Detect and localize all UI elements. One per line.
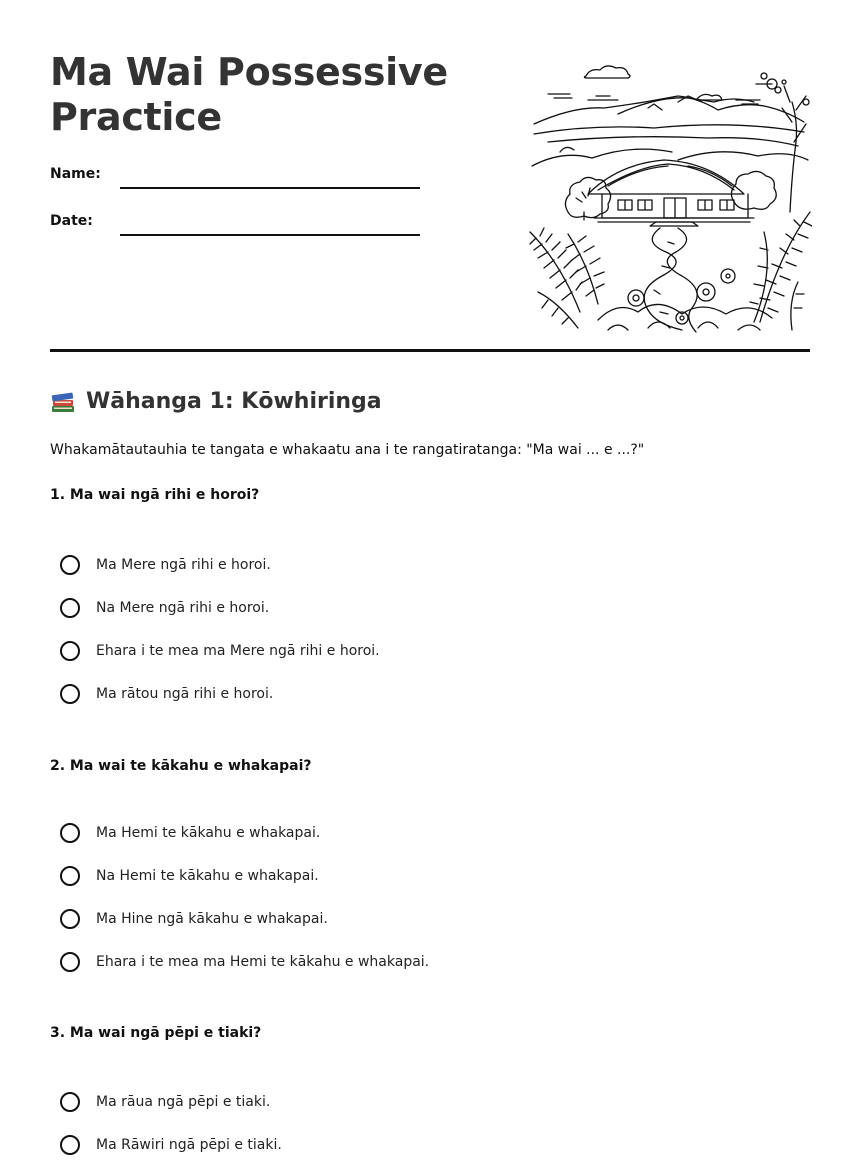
section-title [50, 389, 382, 414]
option-label: Ma Hemi te kākahu e whakapai. [96, 825, 321, 841]
q3-option-b[interactable] [60, 1132, 282, 1158]
date-field[interactable] [120, 234, 420, 236]
q2-option-d[interactable] [60, 949, 429, 975]
radio-button[interactable] [60, 909, 80, 929]
radio-button[interactable] [60, 866, 80, 886]
option-label: Ma Hine ngā kākahu e whakapai. [96, 911, 328, 927]
question-1: 1. Ma wai ngā rihi e horoi? [50, 487, 260, 503]
marae-landscape-illustration [528, 62, 812, 334]
section-title-text: Wāhanga 1: Kōwhiringa [86, 389, 382, 414]
option-label: Ma rātou ngā rihi e horoi. [96, 686, 274, 702]
radio-button[interactable] [60, 598, 80, 618]
page-title: Ma Wai Possessive Practice [50, 50, 448, 139]
option-label: Ehara i te mea ma Hemi te kākahu e whakapai. [96, 954, 430, 970]
name-label: Name: [50, 166, 101, 182]
name-field[interactable] [120, 187, 420, 189]
radio-button[interactable] [60, 1092, 80, 1112]
question-2: 2. Ma wai te kākahu e whakapai? [50, 758, 312, 774]
q1-option-b[interactable] [60, 595, 269, 621]
q2-option-a[interactable] [60, 820, 320, 846]
instructions-text: Whakamātautauhia te tangata e whakaatu ana i te rangatiratanga: "Ma wai ... e ...?" [50, 442, 645, 458]
radio-button[interactable] [60, 823, 80, 843]
date-label: Date: [50, 213, 93, 229]
q3-option-a[interactable] [60, 1089, 270, 1115]
option-label: Ehara i te mea ma Mere ngā rihi e horoi. [96, 643, 380, 659]
option-label: Ma Rāwiri ngā pēpi e tiaki. [96, 1137, 282, 1153]
radio-button[interactable] [60, 555, 80, 575]
option-label: Ma Mere ngā rihi e horoi. [96, 557, 271, 573]
option-label: Na Hemi te kākahu e whakapai. [96, 868, 319, 884]
option-label: Na Mere ngā rihi e horoi. [96, 600, 270, 616]
q2-option-c[interactable] [60, 906, 328, 932]
radio-button[interactable] [60, 952, 80, 972]
q1-option-d[interactable] [60, 681, 273, 707]
question-3: 3. Ma wai ngā pēpi e tiaki? [50, 1025, 262, 1041]
radio-button[interactable] [60, 684, 80, 704]
radio-button[interactable] [60, 1135, 80, 1155]
header-divider [50, 349, 810, 352]
q1-option-c[interactable] [60, 638, 380, 664]
option-label: Ma rāua ngā pēpi e tiaki. [96, 1094, 271, 1110]
books-icon [50, 390, 76, 414]
q2-option-b[interactable] [60, 863, 319, 889]
q1-option-a[interactable] [60, 552, 271, 578]
radio-button[interactable] [60, 641, 80, 661]
